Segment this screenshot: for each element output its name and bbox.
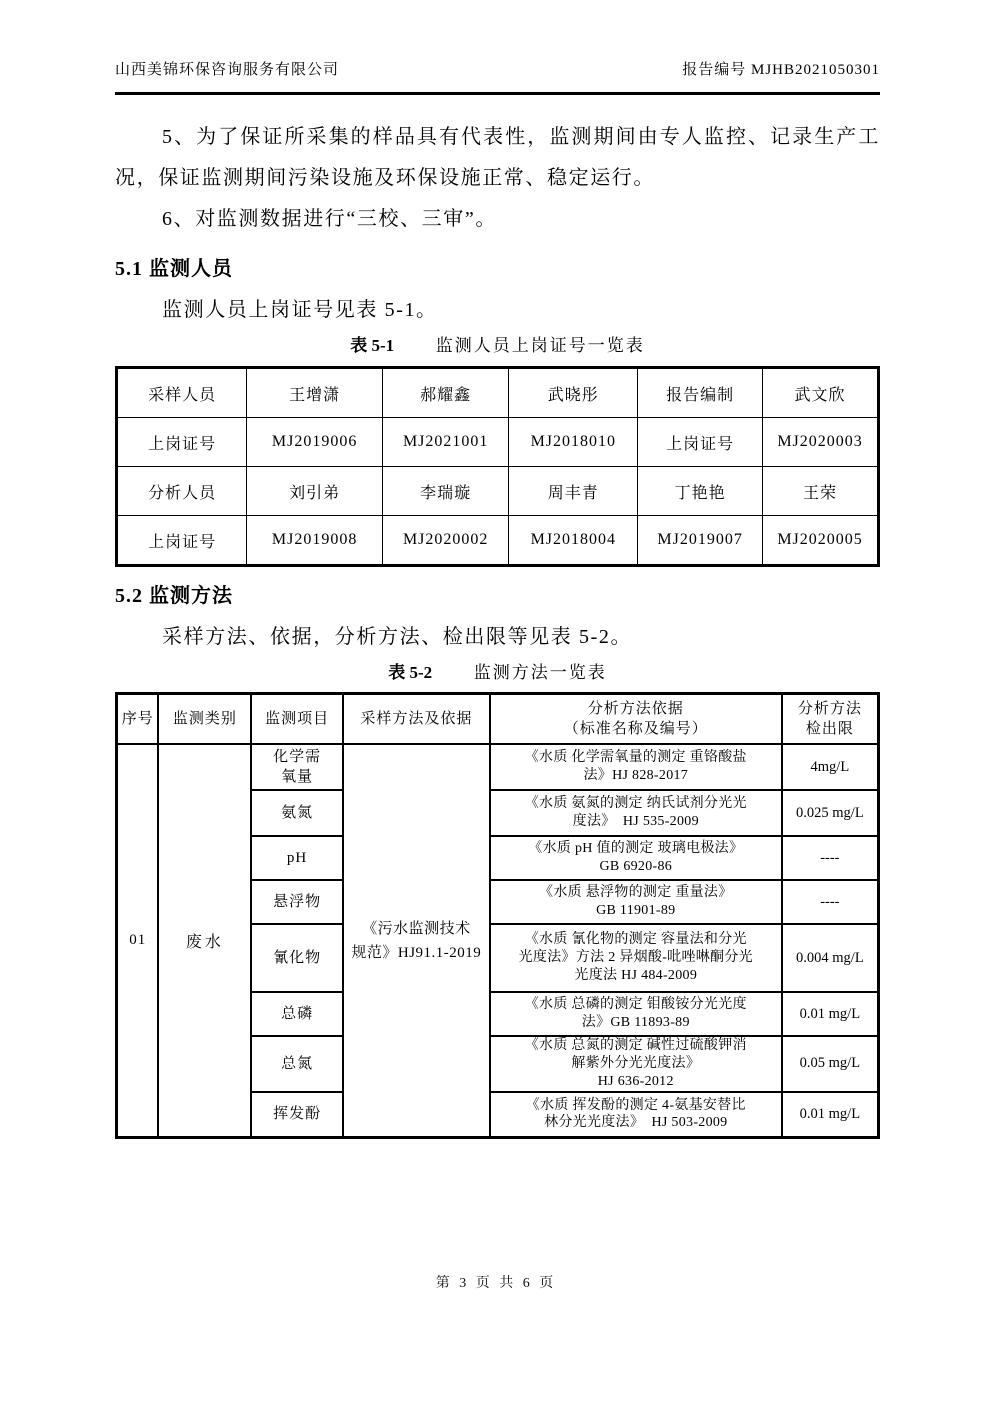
item-cell: 氰化物 bbox=[251, 924, 342, 992]
table-5-2-caption-title: 监测方法一览表 bbox=[473, 663, 607, 682]
method-cell: 《水质 pH 值的测定 玻璃电极法》 GB 6920-86 bbox=[490, 836, 782, 880]
table-cell: 王增潇 bbox=[247, 368, 383, 418]
table-cell: MJ2018004 bbox=[509, 516, 638, 566]
table-cell: 上岗证号 bbox=[638, 418, 763, 467]
item-cell: 化学需 氧量 bbox=[251, 744, 342, 790]
table-row bbox=[117, 516, 879, 566]
method-cell: 《水质 氰化物的测定 容量法和分光 光度法》方法 2 异烟酸-吡唑啉酮分光 光度法 HJ 484-2009 bbox=[490, 924, 782, 992]
header-sampling: 采样方法及依据 bbox=[343, 694, 490, 745]
table-cell: MJ2019007 bbox=[638, 516, 763, 566]
method-cell: 《水质 氨氮的测定 纳氏试剂分光光 度法》 HJ 535-2009 bbox=[490, 790, 782, 836]
paragraph-6: 6、对监测数据进行“三校、三审”。 bbox=[162, 208, 497, 230]
table-row bbox=[117, 467, 879, 516]
sampling-method-cell: 《污水监测技术 规范》HJ91.1-2019 bbox=[343, 744, 490, 1138]
company-name: 山西美锦环保咨询服务有限公司 bbox=[115, 62, 340, 78]
limit-cell: 0.004 mg/L bbox=[782, 924, 879, 992]
table-cell: 武晓彤 bbox=[509, 368, 638, 418]
method-cell: 《水质 总磷的测定 钼酸铵分光光度 法》GB 11893-89 bbox=[490, 992, 782, 1036]
table-row bbox=[117, 744, 879, 790]
table-cell: MJ2020003 bbox=[763, 418, 879, 467]
personnel-certificate-table bbox=[115, 366, 880, 567]
table-cell: 周丰青 bbox=[509, 467, 638, 516]
item-cell: 挥发酚 bbox=[251, 1092, 342, 1138]
table-5-2-caption bbox=[115, 658, 880, 683]
table-cell: 武文欣 bbox=[763, 368, 879, 418]
table-cell: 报告编制 bbox=[638, 368, 763, 418]
monitoring-methods-table bbox=[115, 692, 880, 1139]
page-header bbox=[115, 58, 880, 95]
table-cell: MJ2021001 bbox=[382, 418, 508, 467]
limit-cell: 0.01 mg/L bbox=[782, 1092, 879, 1138]
limit-cell: 4mg/L bbox=[782, 744, 879, 790]
method-cell: 《水质 总氮的测定 碱性过硫酸钾消 解紫外分光光度法》 HJ 636-2012 bbox=[490, 1036, 782, 1092]
item-cell: 总磷 bbox=[251, 992, 342, 1036]
report-number: 报告编号 MJHB2021050301 bbox=[682, 62, 880, 78]
section-5-1-heading: 5.1 监测人员 bbox=[115, 258, 233, 280]
item-cell: 悬浮物 bbox=[251, 880, 342, 924]
limit-cell: ---- bbox=[782, 836, 879, 880]
table-cell: 上岗证号 bbox=[117, 418, 247, 467]
table-cell: MJ2019006 bbox=[247, 418, 383, 467]
section-5-1-intro: 监测人员上岗证号见表 5-1。 bbox=[162, 299, 438, 321]
method-cell: 《水质 化学需氧量的测定 重铬酸盐 法》HJ 828-2017 bbox=[490, 744, 782, 790]
table-cell: 上岗证号 bbox=[117, 516, 247, 566]
section-5-2-intro: 采样方法、依据，分析方法、检出限等见表 5-2。 bbox=[162, 626, 633, 648]
table-5-1-caption bbox=[115, 331, 880, 356]
category-cell: 废水 bbox=[158, 744, 251, 1138]
table-cell: MJ2018010 bbox=[509, 418, 638, 467]
table-header-row bbox=[117, 694, 879, 745]
table-cell: 刘引弟 bbox=[247, 467, 383, 516]
header-limit: 分析方法 检出限 bbox=[782, 694, 879, 745]
table-cell: 李瑞璇 bbox=[382, 467, 508, 516]
limit-cell: ---- bbox=[782, 880, 879, 924]
table-row bbox=[117, 368, 879, 418]
table-cell: 采样人员 bbox=[117, 368, 247, 418]
section-5-2-heading: 5.2 监测方法 bbox=[115, 585, 233, 607]
method-cell: 《水质 悬浮物的测定 重量法》 GB 11901-89 bbox=[490, 880, 782, 924]
item-cell: pH bbox=[251, 836, 342, 880]
table-5-1-caption-title: 监测人员上岗证号一览表 bbox=[435, 336, 645, 355]
serial-cell: 01 bbox=[117, 744, 159, 1138]
table-5-1-caption-label: 表 5-1 bbox=[350, 336, 395, 355]
method-cell: 《水质 挥发酚的测定 4-氨基安替比 林分光光度法》 HJ 503-2009 bbox=[490, 1092, 782, 1138]
header-method: 分析方法依据 （标准名称及编号） bbox=[490, 694, 782, 745]
table-cell: 分析人员 bbox=[117, 467, 247, 516]
header-item: 监测项目 bbox=[251, 694, 342, 745]
table-cell: 王荣 bbox=[763, 467, 879, 516]
table-cell: 丁艳艳 bbox=[638, 467, 763, 516]
limit-cell: 0.01 mg/L bbox=[782, 992, 879, 1036]
table-5-2-caption-label: 表 5-2 bbox=[388, 663, 433, 682]
paragraph-5: 5、为了保证所采集的样品具有代表性，监测期间由专人监控、记录生产工况，保证监测期间污染设施及环保设施正常、稳定运行。 bbox=[115, 126, 880, 189]
item-cell: 总氮 bbox=[251, 1036, 342, 1092]
item-cell: 氨氮 bbox=[251, 790, 342, 836]
table-cell: MJ2019008 bbox=[247, 516, 383, 566]
header-category: 监测类别 bbox=[158, 694, 251, 745]
header-serial: 序号 bbox=[117, 694, 159, 745]
page-number: 第 3 页 共 6 页 bbox=[435, 1276, 557, 1291]
table-cell: 郝耀鑫 bbox=[382, 368, 508, 418]
limit-cell: 0.025 mg/L bbox=[782, 790, 879, 836]
table-cell: MJ2020005 bbox=[763, 516, 879, 566]
table-cell: MJ2020002 bbox=[382, 516, 508, 566]
limit-cell: 0.05 mg/L bbox=[782, 1036, 879, 1092]
table-row bbox=[117, 418, 879, 467]
body-text bbox=[115, 117, 880, 240]
